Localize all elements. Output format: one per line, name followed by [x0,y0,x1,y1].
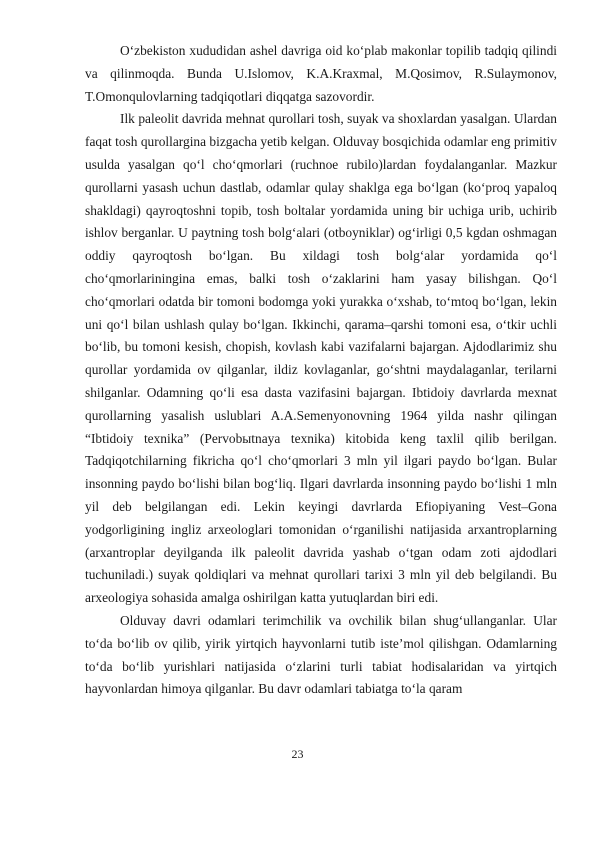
body-text [85,40,557,701]
paragraph-early-paleolithic: Ilk paleolit davrida mehnat qurollari tosh, suyak va shoxlardan yasalgan. Ulardan faqat tosh qurollargina bizgacha yetib kelgan. Olduvay bosqichida odamlar eng primitiv usulda yasalgan qo‘l cho‘qmorlari (ruchnoe rubilo)lardan foydalanganlar. Mazkur qurollarni yasash uchun dastlab, odamlar qulay shaklga ega bo‘lgan (ko‘proq yapaloq shakldagi) qayroqtoshni topib, tosh boltalar yordamida uning bir uchiga urib, uchirib ishlov berganlar. U paytning tosh bolg‘alari (otboyniklar) og‘irligi 0,5 kgdan oshmagan oddiy qayroqtosh bo‘lgan. Bu xildagi tosh bolg‘alar yordamida qo‘l cho‘qmorlariningina emas, balki tosh o‘zaklarini ham yasay bilishgan. Qo‘l cho‘qmorlari odatda bir tomoni bodomga yoki yurakka o‘xshab, to‘mtoq bo‘lgan, lekin uni qo‘l bilan ushlash qulay bo‘lgan. Ikkinchi, qarama–qarshi tomoni esa, o‘tkir uchli bo‘lib, bu tomoni kesish, chopish, kovlash kabi vazifalarni bajargan. Ajdodlarimiz shu qurollar yordamida ov qilganlar, ildiz kovlaganlar, go‘shtni maydalaganlar, terilarni shilganlar. Odamning qo‘li esa dasta vazifasini bajargan. Ibtidoiy davrlarda mexnat qurollarning yasalish uslublari A.A.Semenyonovning 1964 yilda nashr qilingan “Ibtidoiy texnika” (Pervobыtnaya texnika) kitobida keng taxlil qilib berilgan. Tadqiqotchilarning fikricha qo‘l cho‘qmorlari 3 mln yil ilgari paydo bo‘lgan. Bular insonning paydo bo‘lishi bilan bog‘liq. Ilgari davrlarda insonning paydo bo‘lishi 1 mln yil deb belgilangan edi. Lekin keyingi davrlarda Efiopiyaning Vest–Gona yodgorligining ingliz arxeologlari tomonidan o‘rganilishi natijasida arxantroplarning (arxantroplar deyilganda ilk paleolit davrida yashab o‘tgan odam zoti ajdodlari tuchuniladi.) suyak qoldiqlari va mehnat qurollari tarixi 3 mln yil deb belgilandi. Bu arxeologiya sohasida amalga oshirilgan katta yutuqlardan biri edi. [85,111,557,606]
paragraph-intro: O‘zbekiston xududidan ashel davriga oid ko‘plab makonlar topilib tadqiq qilindi va qilinmoqda. Bunda U.Islomov, K.A.Kraxmal, M.Qosimov, R.Sulaymonov, T.Omonqulovlarning tadqiqotlari diqqatga sazovordir. [85,43,557,104]
paragraph-olduvai: Olduvay davri odamlari terimchilik va ovchilik bilan shug‘ullanganlar. Ular to‘da bo‘lib ov qilib, yirik yirtqich hayvonlarni tutib iste’mol qilishgan. Odamlarning to‘da bo‘lib yurishlari natijasida o‘zlarini turli tabiat hodisalaridan va yirtqich hayvonlardan himoya qilganlar. Bu davr odamlari tabiatga to‘la qaram [85,612,557,697]
page-number: 23 [291,747,304,761]
